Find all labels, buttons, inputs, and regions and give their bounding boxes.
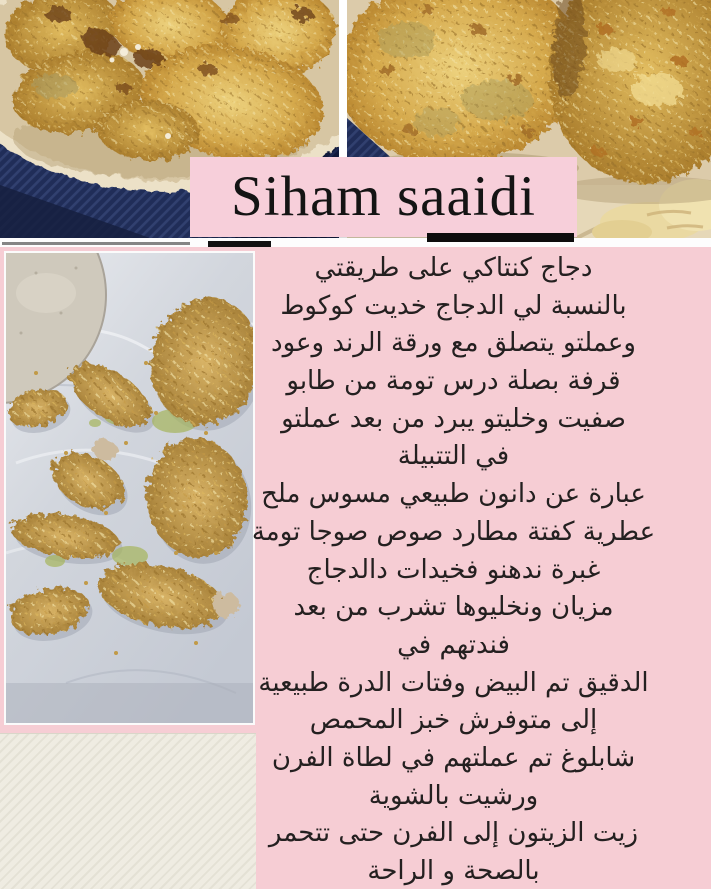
title-banner bbox=[190, 157, 577, 237]
collage-shadow-line bbox=[2, 242, 190, 245]
recipe-line: دجاج كنتاكي على طريقتي bbox=[314, 253, 593, 283]
recipe-line: غبرة ندهنو فخيدات دالدجاج bbox=[306, 554, 601, 585]
recipe-line: مزيان ونخليوها تشرب من بعد bbox=[293, 592, 614, 623]
recipe-line: في التتبيلة bbox=[397, 441, 510, 472]
collage-black-bar bbox=[427, 233, 574, 242]
recipe-line: بالنسبة لي الدجاج خديت كوكوط bbox=[280, 290, 627, 321]
recipe-section bbox=[0, 247, 711, 889]
page-title: Siham saaidi bbox=[231, 165, 536, 228]
recipe-line: قرفة بصلة درس تومة من طابو bbox=[286, 366, 621, 397]
recipe-line: شابلوغ تم عملتهم في لطاة الفرن bbox=[271, 742, 636, 773]
recipe-line: عبارة عن دانون طبيعي مسوس ملح bbox=[261, 479, 646, 510]
recipe-line: الدقيق تم البيض وفتات الدرة طبيعية bbox=[258, 667, 649, 698]
recipe-line: وعملتو يتصلق مع ورقة الرند وعود bbox=[271, 328, 636, 359]
recipe-line: زيت الزيتون إلى الفرن حتى تتحمر bbox=[268, 818, 639, 849]
recipe-text bbox=[200, 250, 707, 889]
recipe-line: إلى متوفرش خبز المحمص bbox=[309, 705, 598, 736]
recipe-line: ورشيت بالشوية bbox=[368, 780, 539, 811]
recipe-line: بالصحة و الراحة bbox=[367, 856, 540, 886]
recipe-line: فندتهم في bbox=[397, 629, 510, 660]
recipe-line: صفيت وخليتو يبرد من بعد عملتو bbox=[281, 403, 626, 434]
recipe-line: عطرية كفتة مطارد صوص صوجا تومة bbox=[251, 516, 656, 547]
